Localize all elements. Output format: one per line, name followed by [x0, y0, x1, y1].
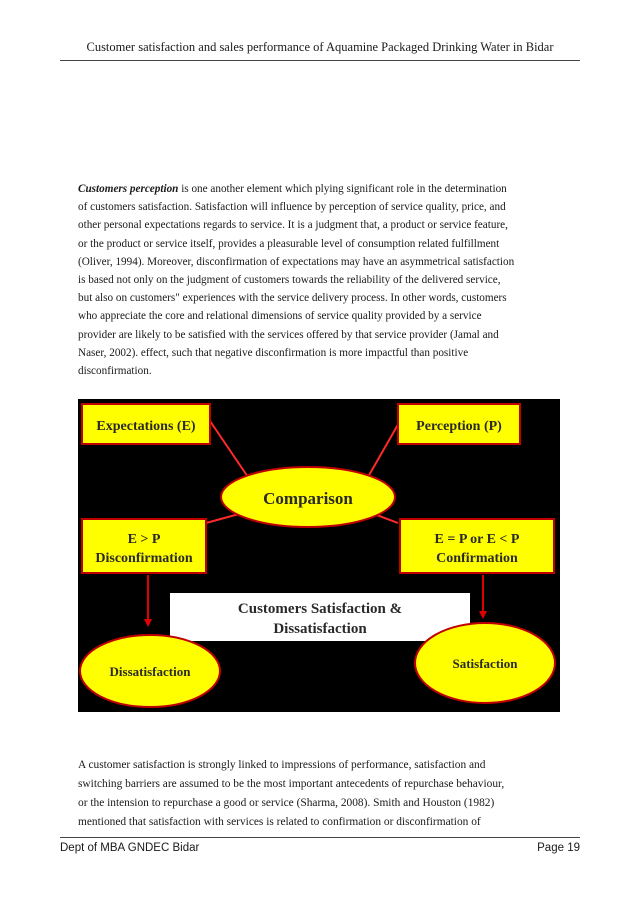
- paragraph-line: provider are likely to be satisfied with the services offered by that service provider (Jamal and: [78, 328, 499, 341]
- page-header: Customer satisfaction and sales performance of Aquamine Packaged Drinking Water in Bidar: [86, 40, 554, 54]
- paragraph-line: [78, 180, 564, 198]
- disconfirmation-line2: Disconfirmation: [95, 551, 193, 566]
- perception-label: Perception (P): [416, 419, 502, 434]
- lead-term: Customers perception: [78, 183, 179, 195]
- disconfirmation-line1: E > P: [127, 532, 161, 547]
- paragraph-line: or the intension to repurchase a good or service (Sharma, 2008). Smith and Houston (1982): [78, 797, 495, 809]
- paragraph-line: of customers satisfaction. Satisfaction will influence by perception of service quality, price, and: [78, 201, 506, 214]
- confirmation-line2: Confirmation: [436, 551, 518, 566]
- paragraph-line: Naser, 2002). effect, such that negative disconfirmation is more impactful than positive: [78, 346, 469, 359]
- paragraph-line: is based not only on the judgment of customers towards the reliability of the delivered service,: [78, 274, 501, 287]
- satisfaction-label: Satisfaction: [452, 656, 518, 671]
- center-label-line2: Dissatisfaction: [273, 621, 367, 637]
- dissatisfaction-label: Dissatisfaction: [109, 664, 191, 679]
- paragraph-customer-perception: [78, 180, 564, 380]
- lead-line-text: is one another element which plying significant role in the determination: [178, 183, 507, 195]
- footer-department: Dept of MBA GNDEC Bidar: [60, 842, 200, 854]
- paragraph-line: other personal expectations regards to service. It is a judgment that, a product or service feature,: [78, 219, 508, 232]
- paragraph-line: or the product or service itself, provides a pleasurable level of consumption related fulfillment: [78, 237, 500, 250]
- paragraph-line: disconfirmation.: [78, 365, 152, 378]
- center-label-line1: Customers Satisfaction &: [237, 601, 403, 617]
- satisfaction-diagram: [78, 399, 560, 712]
- paragraph-customer-satisfaction: [78, 756, 564, 832]
- expectations-label: Expectations (E): [96, 419, 196, 434]
- paragraph-line: switching barriers are assumed to be the most important antecedents of repurchase behaviour,: [78, 778, 505, 790]
- paragraph-line: (Oliver, 1994). Moreover, disconfirmation of expectations may have an asymmetrical satisfaction: [78, 255, 515, 268]
- paragraph-line: mentioned that satisfaction with services is related to confirmation or disconfirmation of: [78, 816, 481, 828]
- confirmation-line1: E = P or E < P: [434, 532, 520, 547]
- paragraph-line: but also on customers" experiences with the service delivery process. In other words, customers: [78, 292, 507, 305]
- comparison-label: Comparison: [263, 489, 353, 508]
- footer-divider: [60, 837, 580, 838]
- header-divider: [60, 60, 580, 61]
- footer-page-number: Page 19: [537, 842, 580, 854]
- paragraph-line: A customer satisfaction is strongly linked to impressions of performance, satisfaction and: [78, 759, 486, 771]
- paragraph-line: who appreciate the core and relational dimensions of service quality provided by a service: [78, 310, 482, 323]
